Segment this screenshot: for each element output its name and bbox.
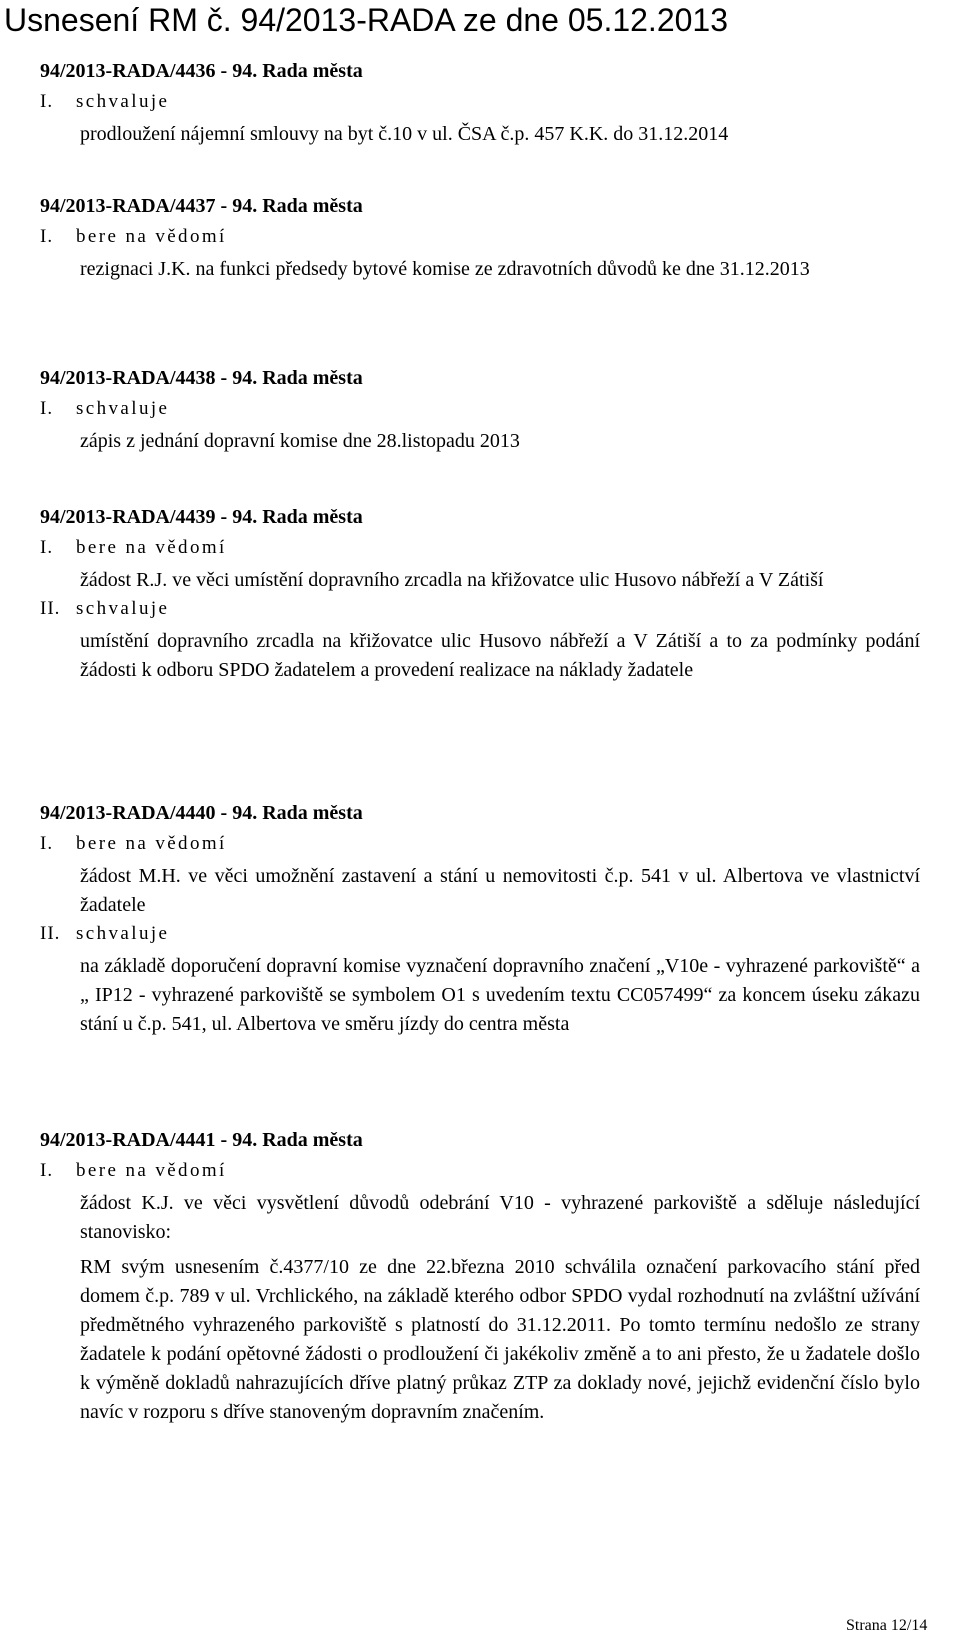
verdict-label: bere na vědomí [76,1160,227,1181]
section-number: II. [40,598,61,619]
resolution-4437 [40,190,920,362]
document-header: Usnesení RM č. 94/2013-RADA ze dne 05.12.2013 [4,2,728,38]
resolution-text: umístění dopravního zrcadla na křižovatce ulic Husovo nábřeží a V Zátiší a to za podmínky podání žádosti k odboru SPDO žadatelem a provedení realizace na náklady žadatele [80,630,920,681]
resolution-text: rezignaci J.K. na funkci předsedy bytové komise ze zdravotních důvodů ke dne 31.12.2013 [80,258,810,280]
verdict-label: schvaluje [76,91,170,112]
resolution-4438 [40,362,920,501]
verdict-label: bere na vědomí [76,537,227,558]
verdict-line [40,918,920,949]
section-number: I. [40,91,54,112]
verdict-line [40,532,920,563]
resolution-text: žádost R.J. ve věci umístění dopravního zrcadla na křižovatce ulic Husovo nábřeží a V Zátiší [80,569,824,591]
resolution-text: prodloužení nájemní smlouvy na byt č.10 v ul. ČSA č.p. 457 K.K. do 31.12.2014 [80,123,729,145]
resolution-text: na základě doporučení dopravní komise vyznačení dopravního značení „V10e - vyhrazené parkoviště“ a „ IP12 - vyhrazené parkoviště se symbolem O1 s uvedením textu CC057499“ za koncem úseku zákazu stání u č.p. 541, ul. Albertova ve směru jízdy do centra města [80,955,920,1035]
resolution-text: zápis z jednání dopravní komise dne 28.listopadu 2013 [80,430,520,452]
resolution-title: 94/2013-RADA/4441 - 94. Rada města [40,1129,363,1151]
resolution-title: 94/2013-RADA/4436 - 94. Rada města [40,60,363,82]
resolution-title: 94/2013-RADA/4440 - 94. Rada města [40,802,363,824]
verdict-line [40,86,920,117]
resolution-title: 94/2013-RADA/4438 - 94. Rada města [40,367,363,389]
resolution-note: RM svým usnesením č.4377/10 ze dne 22.března 2010 schválila označení parkovacího stání před domem č.p. 789 v ul. Vrchlického, na základě kterého odbor SPDO vydal rozhodnutí na zvláštní užívání předmětného vyhrazeného parkoviště s platností do 31.12.2011. Po tomto termínu nedošlo ze strany žadatele k podání opětovné žádosti o prodloužení či jakékoliv změně a to ani přesto, že u žadatele došlo k výměně dokladů nahrazujících dříve platný průkaz ZTP za doklady nové, jejichž evidenční číslo bylo navíc v rozporu s dříve stanoveným dopravním značením. [80,1256,920,1423]
verdict-label: bere na vědomí [76,226,227,247]
verdict-line [40,221,920,252]
resolution-text: žádost M.H. ve věci umožnění zastavení a stání u nemovitosti č.p. 541 v ul. Albertova ve vlastnictví žadatele [80,865,920,916]
verdict-label: bere na vědomí [76,833,227,854]
verdict-label: schvaluje [76,923,170,944]
section-number: II. [40,923,61,944]
resolution-4436 [40,55,920,190]
section-number: I. [40,1160,54,1181]
verdict-line [40,1155,920,1186]
resolution-text: žádost K.J. ve věci vysvětlení důvodů odebrání V10 - vyhrazené parkoviště a sděluje následující stanovisko: [80,1192,920,1243]
resolution-4440 [40,797,920,1124]
resolution-4441 [40,1124,920,1427]
verdict-label: schvaluje [76,398,170,419]
section-number: I. [40,398,54,419]
section-number: I. [40,537,54,558]
section-number: I. [40,833,54,854]
resolution-4439 [40,501,920,797]
document-body [40,55,920,1427]
verdict-line [40,593,920,624]
resolution-title: 94/2013-RADA/4437 - 94. Rada města [40,195,363,217]
resolution-title: 94/2013-RADA/4439 - 94. Rada města [40,506,363,528]
page-number: Strana 12/14 [846,1617,928,1634]
verdict-label: schvaluje [76,598,170,619]
verdict-line [40,393,920,424]
verdict-line [40,828,920,859]
section-number: I. [40,226,54,247]
